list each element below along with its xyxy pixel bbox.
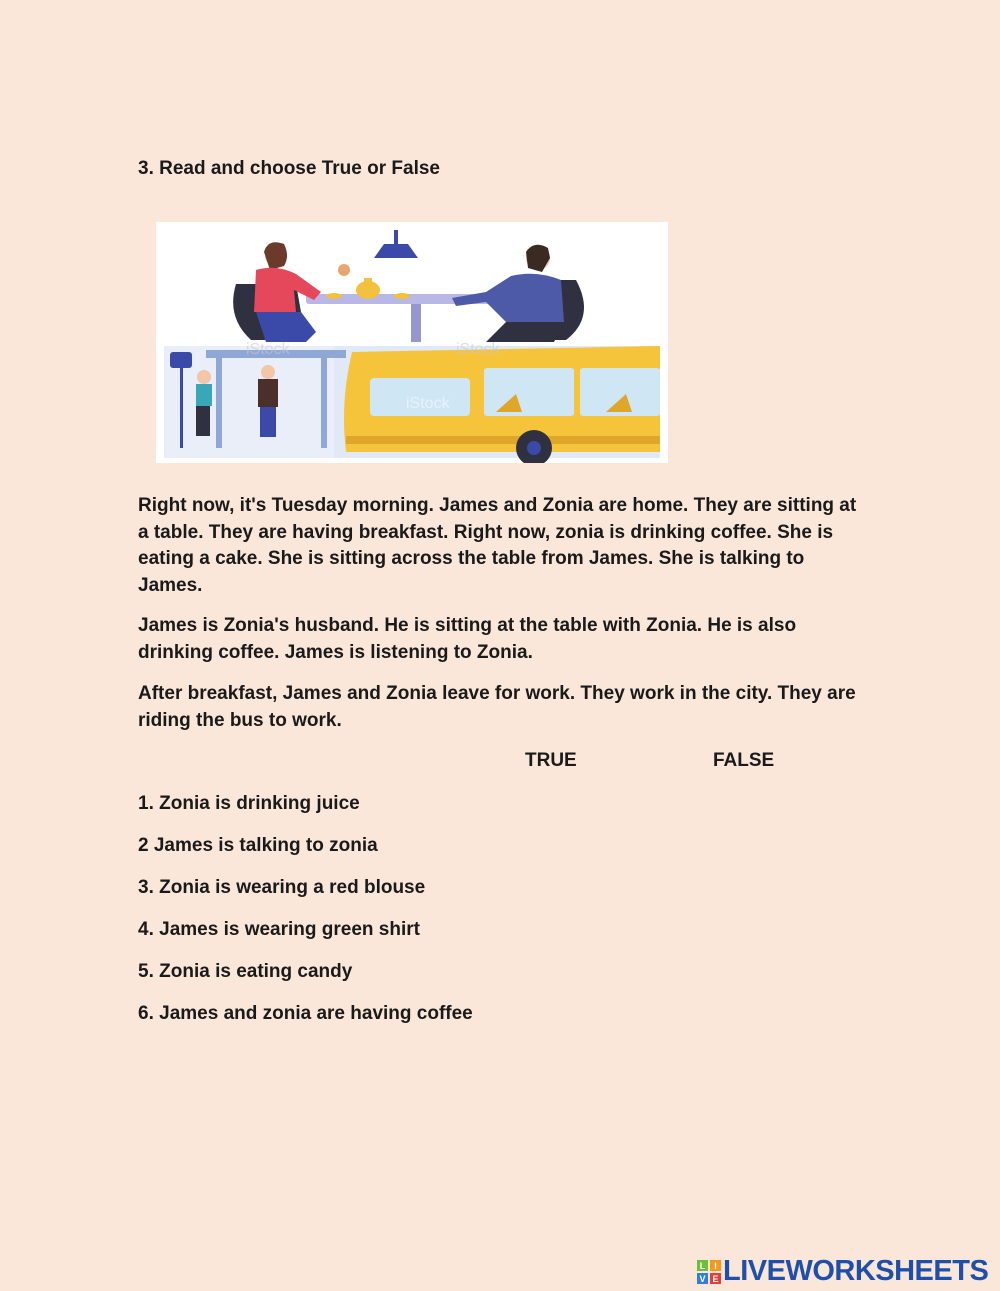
- question-4: 4. James is wearing green shirt: [138, 919, 420, 940]
- svg-text:iStock: iStock: [456, 341, 500, 358]
- svg-text:E: E: [712, 1273, 719, 1284]
- false-column-header: FALSE: [713, 750, 775, 771]
- liveworksheets-logo-icon: [697, 1260, 721, 1284]
- svg-text:L: L: [699, 1260, 706, 1271]
- question-3: 3. Zonia is wearing a red blouse: [138, 877, 426, 898]
- breakfast-and-bus-illustration: [156, 222, 668, 463]
- passage-paragraph-2: James is Zonia's husband. He is sitting at the table with Zonia. He is also drinking coffee. James is listening to Zonia.: [138, 615, 797, 663]
- passage-paragraph-1: Right now, it's Tuesday morning. James and Zonia are home. They are sitting at a table. They are having breakfast. Right now, zonia is drinking coffee. She is eating a cake. She is sitting across the table from James. She is talking to James.: [138, 495, 857, 596]
- svg-text:V: V: [699, 1273, 706, 1284]
- svg-text:iStock: iStock: [406, 395, 450, 412]
- passage-paragraph-3: After breakfast, James and Zonia leave for work. They work in the city. They are riding the bus to work.: [138, 683, 856, 731]
- watermark: iStock: [246, 341, 290, 358]
- question-5: 5. Zonia is eating candy: [138, 961, 353, 982]
- true-column-header: TRUE: [525, 750, 577, 771]
- question-6: 6. James and zonia are having coffee: [138, 1003, 473, 1024]
- svg-text:I: I: [714, 1260, 717, 1271]
- question-1: 1. Zonia is drinking juice: [138, 793, 360, 814]
- exercise-title: 3. Read and choose True or False: [138, 158, 440, 179]
- question-2: 2 James is talking to zonia: [138, 835, 378, 856]
- liveworksheets-brand: [697, 1255, 988, 1288]
- bus-sign-icon: [170, 352, 192, 368]
- cafe-scene: [156, 222, 668, 342]
- brand-name: LIVEWORKSHEETS: [723, 1255, 989, 1287]
